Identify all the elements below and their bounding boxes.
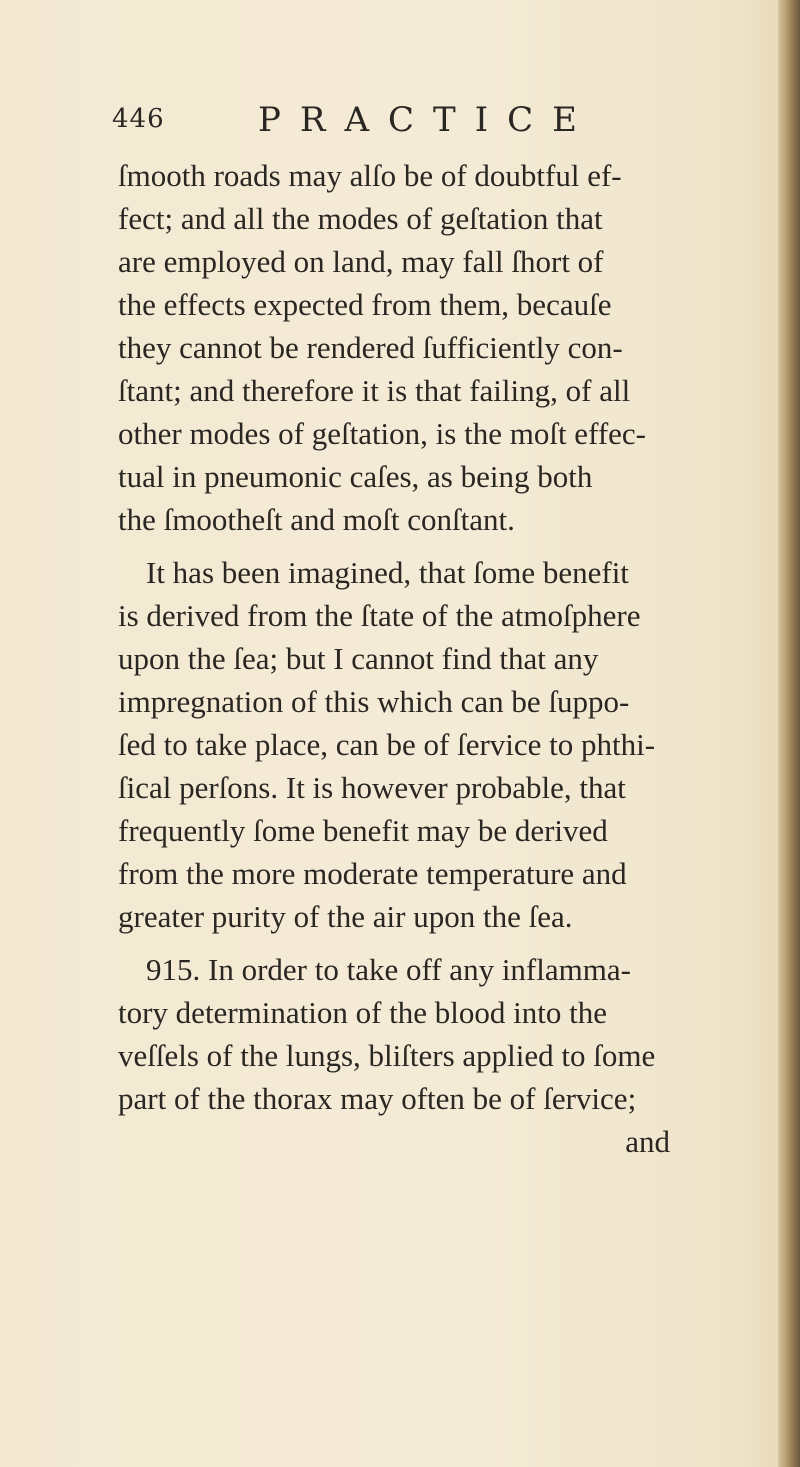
text-line: ſmooth roads may alſo be of doubtful ef- — [118, 158, 622, 193]
text-line: tory determination of the blood into the — [118, 995, 608, 1030]
text-line: is derived from the ſtate of the atmoſphere — [118, 598, 641, 633]
paragraph-3 — [118, 948, 678, 1120]
catchword: and — [625, 1124, 670, 1159]
text-line: impregnation of this which can be ſuppo- — [118, 684, 630, 719]
paragraph-1 — [118, 154, 678, 541]
text-line: greater purity of the air upon the ſea. — [118, 899, 573, 934]
text-line: frequently ſome benefit may be derived — [118, 813, 608, 848]
text-line: ſed to take place, can be of ſervice to phthi- — [118, 727, 656, 762]
text-line: from the more moderate temperature and — [118, 856, 627, 891]
text-line: veſſels of the lungs, bliſters applied to ſome — [118, 1038, 656, 1073]
text-line: ſtant; and therefore it is that failing, of all — [118, 373, 631, 408]
text-line: the effects expected from them, becauſe — [118, 287, 612, 322]
text-line: It has been imagined, that ſome benefit — [146, 555, 629, 590]
paragraph-2 — [118, 551, 678, 938]
text-line: tual in pneumonic caſes, as being both — [118, 459, 593, 494]
text-line: 915. In order to take off any inflamma- — [146, 952, 631, 987]
running-head: PRACTICE — [258, 100, 596, 140]
text-line: ſical perſons. It is however probable, that — [118, 770, 626, 805]
page-number: 446 — [112, 104, 165, 134]
text-line: other modes of geſtation, is the moſt effec- — [118, 416, 646, 451]
text-line: upon the ſea; but I cannot find that any — [118, 641, 599, 676]
body-text — [118, 154, 678, 1163]
text-line: they cannot be rendered ſufficiently con- — [118, 330, 623, 365]
text-line: are employed on land, may fall ſhort of — [118, 244, 604, 279]
page-edge-shadow — [778, 0, 800, 1467]
text-line: part of the thorax may often be of ſervice; — [118, 1081, 637, 1116]
text-line: fect; and all the modes of geſtation that — [118, 201, 603, 236]
page-header — [112, 100, 672, 146]
text-line: the ſmootheſt and moſt conſtant. — [118, 502, 515, 537]
